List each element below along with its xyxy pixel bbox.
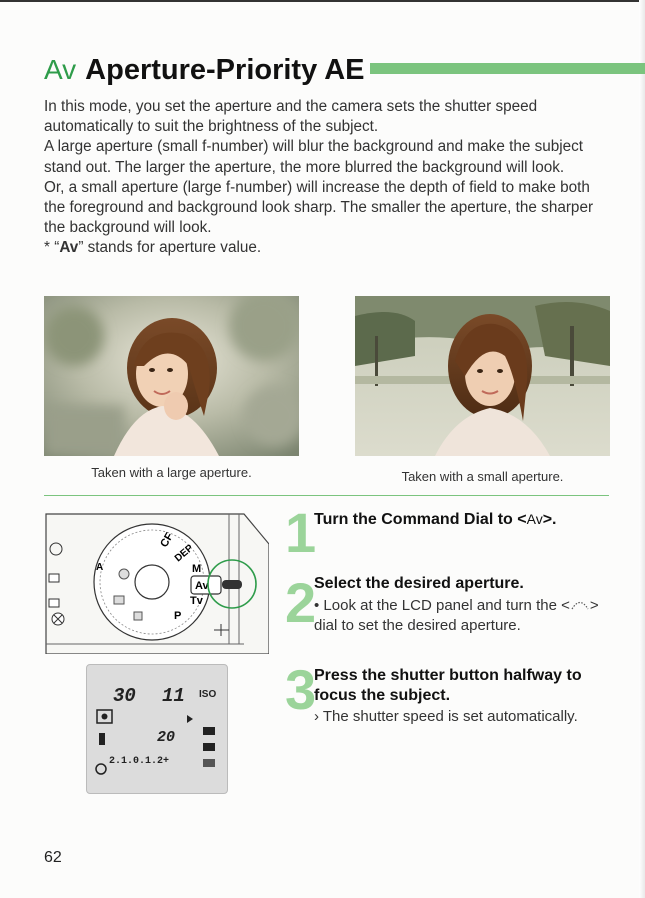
step-number-1: 1 xyxy=(285,501,317,564)
step-2-body-pre: • Look at the LCD panel and turn the < xyxy=(314,597,570,614)
note-suffix: ” stands for aperture value. xyxy=(78,239,262,257)
note-av: Av xyxy=(59,239,79,257)
step-2-body-post: > dial to set the desired aperture. xyxy=(314,597,599,635)
intro-paragraph-3: Or, a small aperture (large f-number) will increase the depth of field to make both the foreground and background look sharp. The smaller the aperture, the sharper the background will look. xyxy=(44,178,594,237)
page-edge-shadow xyxy=(639,0,645,898)
step-1-title-av: Av xyxy=(526,511,543,527)
dial-label-p: P xyxy=(174,610,182,622)
lcd-aperture: 11 xyxy=(162,685,185,707)
dial-label-dep: DEP xyxy=(172,542,196,565)
step-1-title-pre: Turn the Command Dial to < xyxy=(314,511,527,528)
dial-label-m: M xyxy=(192,563,202,575)
step-3-body: › The shutter speed is set automatically. xyxy=(314,708,578,725)
portrait-sharp-image xyxy=(355,296,610,456)
top-border xyxy=(0,0,645,2)
intro-text xyxy=(44,97,609,259)
step-1-title xyxy=(314,509,557,530)
note-prefix: * “ xyxy=(44,239,60,257)
portrait-blurred-image xyxy=(44,296,299,456)
dial-label-cf: CF xyxy=(158,530,176,550)
lcd-display xyxy=(87,665,227,793)
av-note xyxy=(44,238,609,258)
dial-label-auto: A xyxy=(96,562,104,573)
title-accent-bar xyxy=(370,63,645,74)
step-number-3: 3 xyxy=(285,658,317,721)
title-text: Aperture-Priority AE xyxy=(85,53,365,86)
step-2-title: Select the desired aperture. xyxy=(314,575,524,592)
lcd-panel xyxy=(86,664,228,794)
mode-label: Av xyxy=(44,54,77,85)
step-number-2: 2 xyxy=(285,571,317,634)
photo-small-aperture xyxy=(355,296,610,456)
lcd-scale: 2.1.0.1.2+ xyxy=(109,756,170,767)
lcd-iso: ISO xyxy=(199,689,217,700)
caption-large-aperture: Taken with a large aperture. xyxy=(91,465,252,480)
step-3-title: Press the shutter button halfway to focus the subject. xyxy=(314,667,582,704)
page-title xyxy=(44,52,364,88)
lcd-frames: 20 xyxy=(157,729,176,746)
page-number: 62 xyxy=(44,849,62,866)
section-divider xyxy=(44,495,609,496)
dial-label-tv: Tv xyxy=(190,595,203,607)
lcd-shutter: 30 xyxy=(113,685,136,707)
camera-top-illustration xyxy=(44,504,269,654)
main-dial-icon xyxy=(570,596,590,616)
caption-small-aperture: Taken with a small aperture. xyxy=(401,469,564,484)
intro-paragraph-2: A large aperture (small f-number) will blur the background and make the subject stand out. The larger the aperture, the more blurred the background will look. xyxy=(44,138,584,176)
dial-av-highlight xyxy=(191,576,221,594)
photo-large-aperture xyxy=(44,296,299,456)
command-dial-diagram xyxy=(44,504,269,654)
intro-paragraph-1: In this mode, you set the aperture and the camera sets the shutter speed automatically to suit the brightness of the subject. xyxy=(44,98,538,136)
dial-label-av: Av xyxy=(195,580,209,592)
step-2-body xyxy=(314,596,604,636)
step-1-title-post: >. xyxy=(542,511,557,528)
